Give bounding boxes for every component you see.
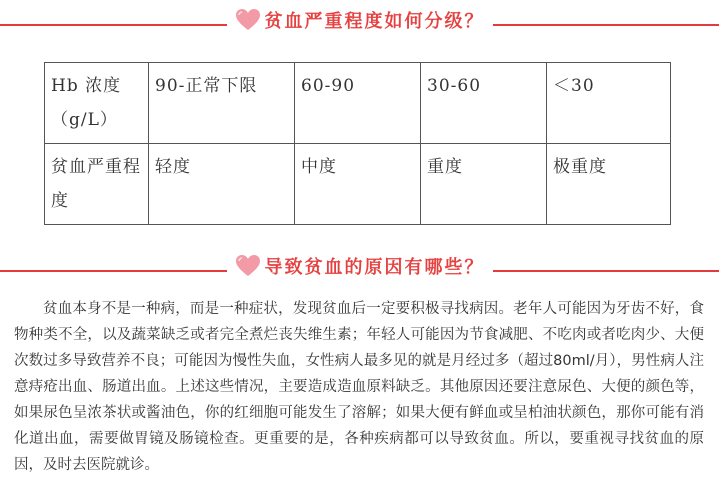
section-header-causes (0, 246, 719, 286)
heart-icon (235, 254, 261, 278)
table-row (45, 63, 671, 144)
section-title: 贫血严重程度如何分级？ (264, 11, 485, 32)
heart-icon (235, 8, 261, 32)
section-header-grading (0, 0, 719, 40)
section-title: 导致贫血的原因有哪些？ (264, 257, 485, 278)
table-row (45, 144, 671, 225)
table-cell: 中度 (295, 144, 421, 225)
table-cell: ＜30 (547, 63, 671, 144)
table-cell: 重度 (421, 144, 547, 225)
table-cell: 贫血严重程度 (45, 144, 149, 225)
table-cell: 90-正常下限 (149, 63, 295, 144)
body-paragraph: 贫血本身不是一种病，而是一种症状，发现贫血后一定要积极寻找病因。老年人可能因为牙齿不好，食物种类不全，以及蔬菜缺乏或者完全煮烂丧失维生素；年轻人可能因为节食减肥、不吃肉或者吃肉少、大便次数过多导致营养不良；可能因为慢性失血，女性病人最多见的就是月经过多（超过80ml/月），男性病人注意痔疮出血、肠道出血。上述这些情况，主要造成造血原料缺乏。其他原因还要注意尿色、大便的颜色等，如果尿色呈浓茶状或酱油色，你的红细胞可能发生了溶解；如果大便有鲜血或呈柏油状颜色，那你可能有消化道出血，需要做胃镜及肠镜检查。更重要的是，各种疾病都可以导致贫血。所以，要重视寻找贫血的原因，及时去医院就诊。 (14, 301, 704, 473)
table-cell: Hb 浓度（g/L） (45, 63, 149, 144)
hb-severity-table (44, 62, 671, 225)
table-cell: 轻度 (149, 144, 295, 225)
table-cell: 30-60 (421, 63, 547, 144)
table-cell: 60-90 (295, 63, 421, 144)
table-cell: 极重度 (547, 144, 671, 225)
